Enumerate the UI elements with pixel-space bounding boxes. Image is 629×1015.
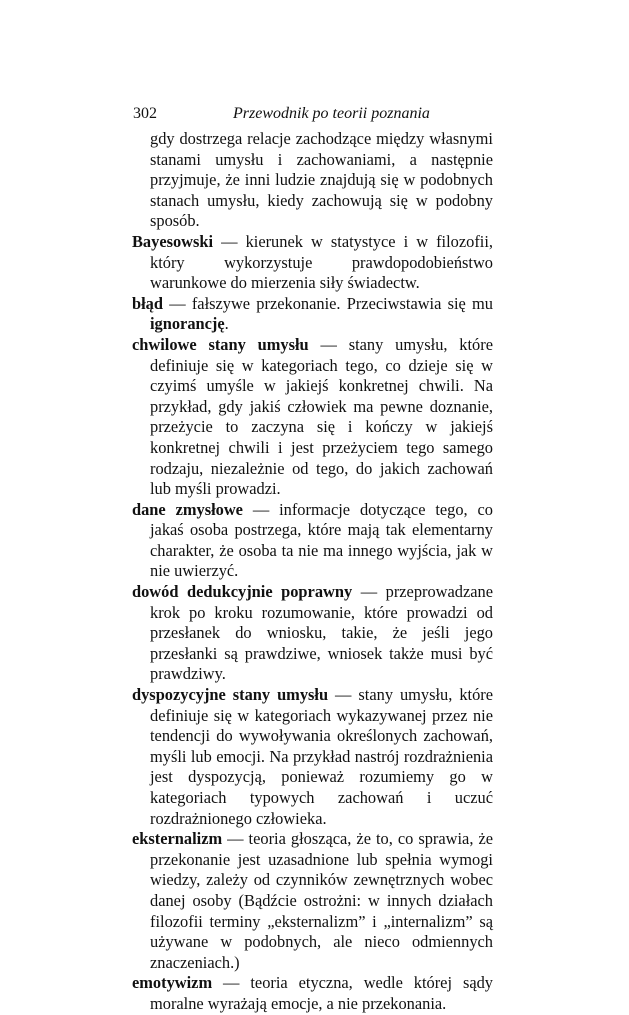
- glossary-definition: — stany umysłu, które definiuje się w kategoriach tego, co dzieje się w czyimś umyśle w jakiejś konkretnej chwili. Na przykład, gdy jakiś człowiek ma pewne doznanie, przeżycie to zaczyna się i kończy w jakiejś konkretnej chwili i jest przeżyciem tego samego rodzaju, niezależnie od tego, do jakich zachowań lub myśli prowadzi.: [150, 334, 493, 499]
- glossary-definition: — teoria etyczna, wedle której sądy moralne wyrażają emocje, a nie przekonania.: [150, 973, 493, 1013]
- glossary-term: emotywizm: [132, 973, 213, 993]
- glossary-definition: — informacje dotyczące tego, co jakaś osoba postrzega, które mają tak elementarny charakter, że osoba ta nie ma innego wyjścia, jak w nie uwierzyć.: [150, 499, 494, 581]
- definition-end: .: [224, 314, 229, 334]
- glossary-entry-dane-zmyslowe: [132, 500, 493, 582]
- glossary-term: dowód dedukcyjnie poprawny: [132, 582, 353, 602]
- glossary-definition: — stany umysłu, które definiuje się w kategoriach wykazywanej przez nie tendencji do wywoływania określonych zachowań, myśli lub emocji. Na przykład nastrój rozdrażnienia jest dyspozycją, ponieważ rozumiemy go w kategoriach typowych zachowań i uczuć rozdrażnionego człowieka.: [150, 685, 493, 828]
- glossary-term: dyspozycyjne stany umysłu: [132, 685, 329, 705]
- glossary-entry-eksternalizm: [132, 829, 493, 973]
- glossary-entry-chwilowe-stany-umyslu: [132, 335, 493, 500]
- glossary-definition: — przeprowadzane krok po kroku rozumowanie, które prowadzi od przesłanek do wniosku, takie, że jeśli jego przesłanki są prawdziwe, wniosek także musi być prawdziwy.: [150, 582, 493, 684]
- glossary-entry-dowod-dedukcyjnie-poprawny: [132, 582, 493, 685]
- glossary-definition: — teoria głosząca, że to, co sprawia, że przekonanie jest uzasadnione lub spełnia wymogi wiedzy, zależy od czynników zewnętrznych wobec danej osoby (Bądźcie ostrożni: w innych działach filozofii terminy „eksternalizm” i „internalizm” są używane w podobnych, ale nieco odmiennych znaczeniach.): [150, 829, 493, 972]
- glossary-term: Bayesowski: [132, 231, 214, 251]
- glossary-entry-blad: [132, 294, 493, 335]
- page-number: 302: [133, 105, 157, 122]
- glossary-definition: — fałszywe przekonanie. Przeciwstawia się mu: [162, 293, 493, 313]
- cross-reference: ignorancję: [150, 314, 225, 334]
- glossary-content: [132, 129, 493, 1015]
- glossary-entry-dyspozycyjne-stany-umyslu: [132, 685, 493, 829]
- glossary-definition: — kierunek w statystyce i w filozofii, który wykorzystuje prawdopodobieństwo warunkowe do mierzenia siły świadectw.: [150, 231, 493, 293]
- glossary-entry-bayesowski: [132, 232, 493, 294]
- continuation-paragraph: gdy dostrzega relacje zachodzące między własnymi stanami umysłu i zachowaniami, a następnie przyjmuje, że inni ludzie znajdują się w podobnych stanach umysłu, kiedy zachowują się w podobny sposób.: [150, 129, 493, 231]
- glossary-entry-emotywizm: [132, 973, 493, 1014]
- running-title: Przewodnik po teorii poznania: [233, 105, 430, 122]
- glossary-term: błąd: [132, 293, 163, 313]
- glossary-term: chwilowe stany umysłu: [132, 334, 309, 354]
- glossary-term: eksternalizm: [132, 829, 223, 849]
- glossary-term: dane zmysłowe: [132, 499, 243, 519]
